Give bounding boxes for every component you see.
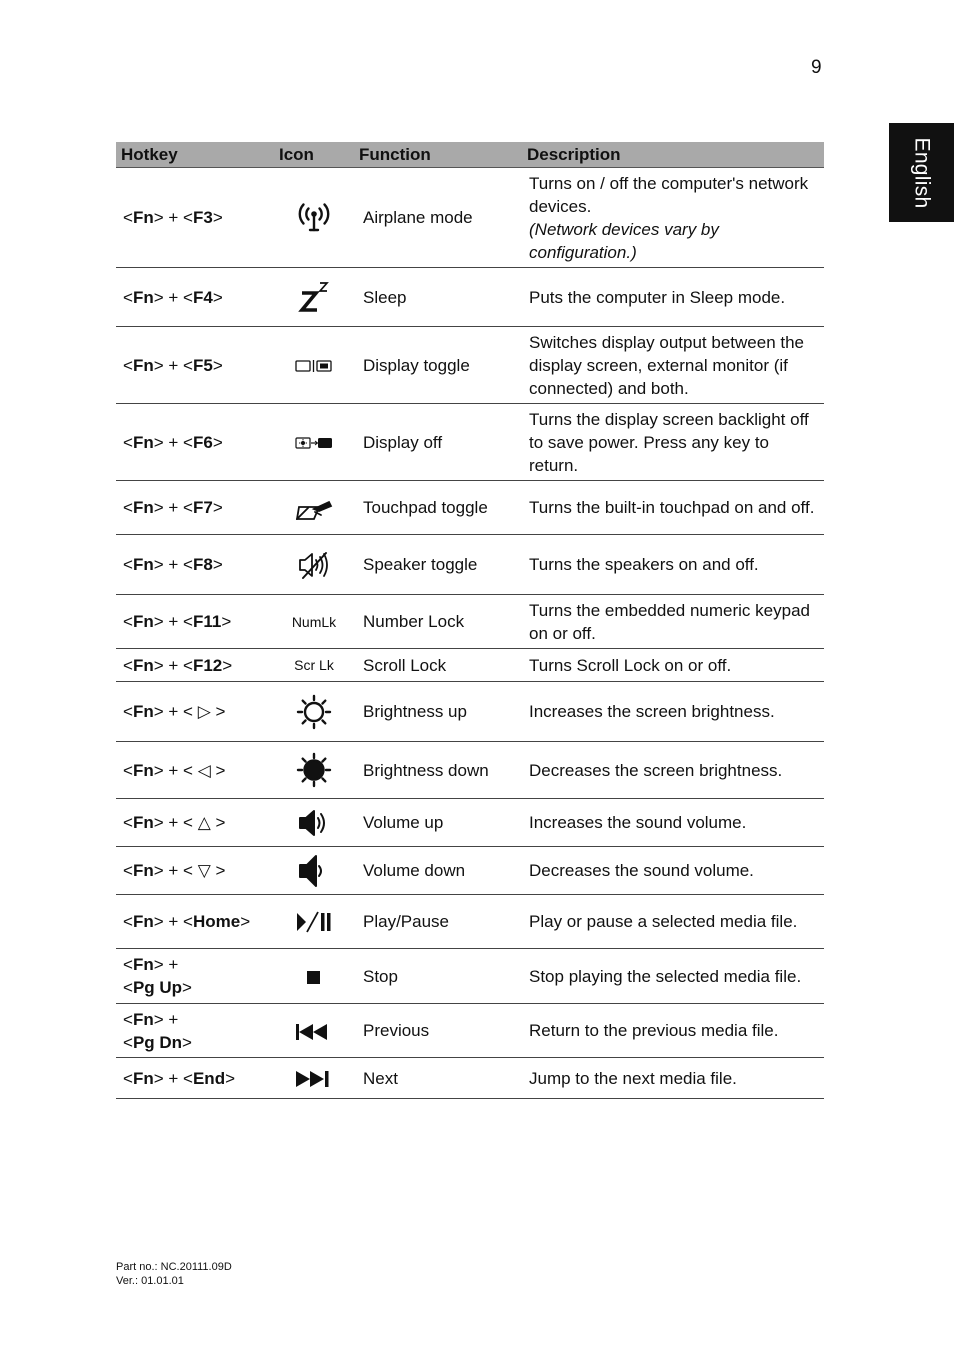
- table-row: [116, 742, 824, 799]
- volume-up-icon: [297, 808, 331, 838]
- table-row: [116, 1058, 824, 1099]
- function-cell: Stop: [354, 949, 522, 1004]
- function-cell: Volume up: [354, 799, 522, 847]
- hotkey-cell: <Fn> + <F7>: [116, 481, 274, 535]
- display-off-icon: [295, 436, 333, 450]
- hotkey-cell: <Fn> + <F6>: [116, 404, 274, 481]
- table-header-row: [116, 142, 824, 168]
- hotkey-cell: <Fn> + <F5>: [116, 327, 274, 404]
- table-row: [116, 327, 824, 404]
- table-row: [116, 268, 824, 327]
- table-row: [116, 799, 824, 847]
- hotkey-cell: <Fn> + < △ >: [116, 799, 274, 847]
- function-cell: Sleep: [354, 268, 522, 327]
- hotkey-cell: <Fn> + <End>: [116, 1058, 274, 1099]
- speaker-toggle-icon: [297, 550, 331, 580]
- brightness-down-icon: [296, 752, 332, 788]
- description-note: (Network devices vary by configuration.): [529, 219, 719, 262]
- function-cell: Previous: [354, 1004, 522, 1058]
- version: Ver.: 01.01.01: [116, 1275, 184, 1287]
- function-cell: Display off: [354, 404, 522, 481]
- table-row: [116, 649, 824, 682]
- header-function: Function: [354, 142, 522, 168]
- function-cell: Airplane mode: [354, 168, 522, 268]
- description-cell: Increases the sound volume.: [522, 799, 824, 847]
- table-row: [116, 404, 824, 481]
- display-toggle-icon: [295, 359, 333, 373]
- description-cell: [522, 168, 824, 268]
- number-lock-icon: NumLk: [291, 613, 337, 630]
- airplane-mode-icon: [294, 202, 334, 234]
- description-cell: Puts the computer in Sleep mode.: [522, 268, 824, 327]
- touchpad-toggle-icon: [295, 495, 333, 521]
- description-cell: Return to the previous media file.: [522, 1004, 824, 1058]
- hotkey-cell: <Fn> + < ▽ >: [116, 847, 274, 895]
- page-number: 9: [811, 57, 822, 78]
- description-cell: Turns Scroll Lock on or off.: [522, 649, 824, 682]
- hotkey-cell: <Fn> + <Pg Up>: [116, 949, 274, 1004]
- function-cell: Brightness up: [354, 682, 522, 742]
- description-cell: Decreases the screen brightness.: [522, 742, 824, 799]
- hotkey-cell: <Fn> + < ◁ >: [116, 742, 274, 799]
- hotkey-cell: <Fn> + <Home>: [116, 895, 274, 949]
- table-row: [116, 895, 824, 949]
- next-icon: [295, 1070, 333, 1088]
- header-hotkey: Hotkey: [116, 142, 274, 168]
- description-cell: Stop playing the selected media file.: [522, 949, 824, 1004]
- function-cell: Display toggle: [354, 327, 522, 404]
- description-cell: Increases the screen brightness.: [522, 682, 824, 742]
- table-row: [116, 847, 824, 895]
- hotkey-cell: <Fn> + < ▷ >: [116, 682, 274, 742]
- function-cell: Play/Pause: [354, 895, 522, 949]
- function-cell: Volume down: [354, 847, 522, 895]
- description-cell: Turns the embedded numeric keypad on or off.: [522, 595, 824, 649]
- hotkey-cell: <Fn> + <F3>: [116, 168, 274, 268]
- header-description: Description: [522, 142, 824, 168]
- description-text: Turns on / off the computer's network devices.: [529, 173, 809, 216]
- hotkey-table: [116, 142, 824, 1099]
- hotkey-cell: <Fn> + <Pg Dn>: [116, 1004, 274, 1058]
- language-tab: [889, 123, 954, 222]
- volume-down-icon: [297, 854, 331, 888]
- hotkey-cell: <Fn> + <F8>: [116, 535, 274, 595]
- table-row: [116, 1004, 824, 1058]
- play-pause-icon: [295, 910, 333, 934]
- sleep-icon: [298, 280, 330, 314]
- table-row: [116, 595, 824, 649]
- function-cell: Number Lock: [354, 595, 522, 649]
- header-icon: Icon: [274, 142, 354, 168]
- hotkey-cell: <Fn> + <F4>: [116, 268, 274, 327]
- description-cell: Turns the speakers on and off.: [522, 535, 824, 595]
- table-row: [116, 949, 824, 1004]
- description-cell: Play or pause a selected media file.: [522, 895, 824, 949]
- table-row: [116, 481, 824, 535]
- hotkey-cell: <Fn> + <F12>: [116, 649, 274, 682]
- table-row: [116, 682, 824, 742]
- function-cell: Scroll Lock: [354, 649, 522, 682]
- table-row: [116, 535, 824, 595]
- description-cell: Jump to the next media file.: [522, 1058, 824, 1099]
- part-number: Part no.: NC.20111.09D: [116, 1261, 232, 1273]
- brightness-up-icon: [296, 694, 332, 730]
- function-cell: Next: [354, 1058, 522, 1099]
- previous-icon: [295, 1023, 333, 1041]
- function-cell: Brightness down: [354, 742, 522, 799]
- description-cell: Decreases the sound volume.: [522, 847, 824, 895]
- stop-icon: [306, 969, 322, 985]
- language-tab-label: English: [910, 137, 934, 208]
- footer: [116, 1260, 232, 1288]
- hotkey-cell: <Fn> + <F11>: [116, 595, 274, 649]
- description-cell: Turns the display screen backlight off to save power. Press any key to return.: [522, 404, 824, 481]
- function-cell: Touchpad toggle: [354, 481, 522, 535]
- description-cell: Turns the built-in touchpad on and off.: [522, 481, 824, 535]
- table-row: [116, 168, 824, 268]
- scroll-lock-icon: Scr Lk: [294, 657, 334, 673]
- function-cell: Speaker toggle: [354, 535, 522, 595]
- description-cell: Switches display output between the display screen, external monitor (if connected) and both.: [522, 327, 824, 404]
